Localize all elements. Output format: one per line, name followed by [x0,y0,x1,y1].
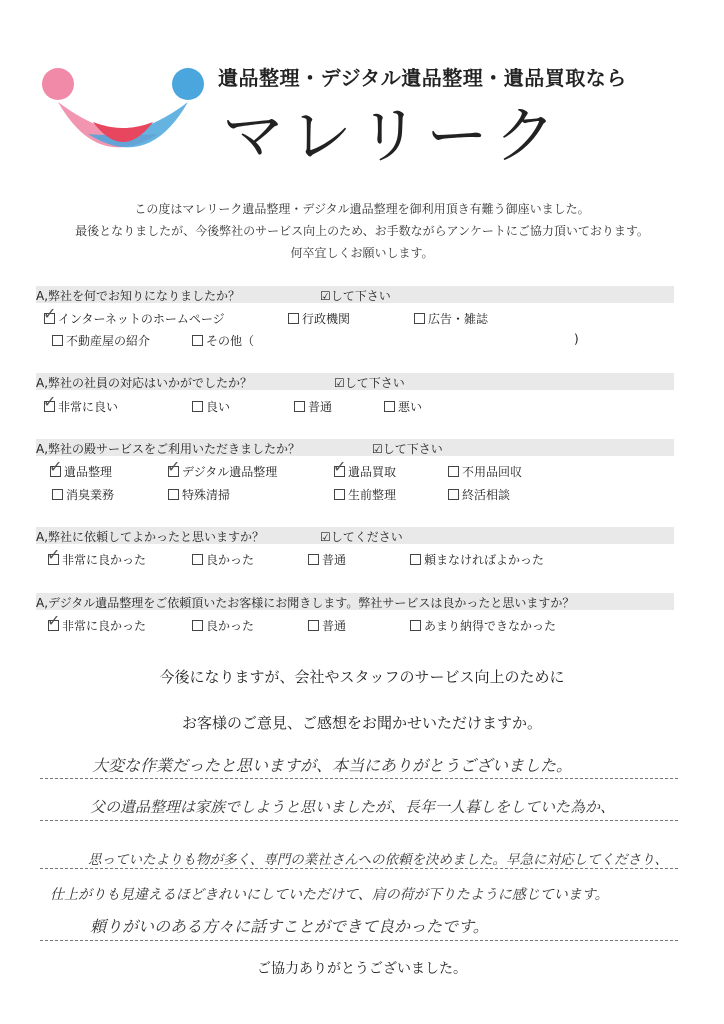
checkbox[interactable] [448,489,459,500]
feedback-line-3: 思っていたよりも物が多く、専門の業社さんへの依頼を決めました。早急に対応してくださり、 [88,852,668,868]
question-2: A,弊社の社員の対応はいかがでしたか？ [36,376,253,390]
intro-line-2: 最後となりましたが、今後弊社のサービス向上のため、お手数ながらアンケートにご協力頂いております。 [75,224,649,238]
q3-option-digital[interactable]: ✓ デジタル遺品整理 [167,457,278,479]
q5-option-bad[interactable]: あまり納得できなかった [410,617,556,634]
checkbox[interactable] [167,457,181,477]
q3-option-kaitori[interactable]: ✓ 遺品買取 [333,457,397,479]
intro-line-1: この度はマレリーク遺品整理・デジタル遺品整理を御利用頂き有難う御座いました。 [134,202,590,216]
checkbox[interactable] [288,313,299,324]
checkbox[interactable] [192,554,203,565]
check-mark-icon: ✓ [49,457,63,476]
q2-option-normal[interactable]: 普通 [294,398,332,415]
q1-option-realestate[interactable]: 不動産屋の紹介 [52,332,150,349]
feedback-prompt-1: 今後になりますが、会社やスタッフのサービス向上のために [159,668,565,686]
check-mark-icon: ✓ [43,304,57,323]
checkbox[interactable] [308,554,319,565]
feedback-line-4: 仕上がりも見違えるほどきれいにしていただけて、肩の荷が下りたように感じています。 [50,887,609,903]
logo-circle-blue [172,68,204,100]
q1-option-ad[interactable]: 広告・雑誌 [414,310,488,327]
q5-option-very-good[interactable]: ✓ 非常に良かった [47,611,147,633]
check-mark-icon: ✓ [47,545,61,564]
q1-option-gov[interactable]: 行政機関 [288,310,350,327]
tagline: 遺品整理・デジタル遺品整理・遺品買取なら [218,66,627,90]
checkbox[interactable] [448,466,459,477]
checkbox[interactable] [52,489,63,500]
checkbox[interactable] [52,335,63,346]
checkbox[interactable] [47,611,61,631]
q1-option-other-close: ) [574,332,579,346]
q3-option-ihin[interactable]: ✓ 遺品整理 [49,457,113,479]
q4-option-very-good[interactable]: ✓ 非常に良かった [47,545,147,567]
q4-option-bad[interactable]: 頼まなければよかった [410,551,544,568]
checkbox[interactable] [333,457,347,477]
question-5: A,デジタル遺品整理をご依頼頂いたお客様にお聞きします。弊社サービスは良かったと思いますか？ [36,596,575,610]
checkbox[interactable] [334,489,345,500]
checkbox[interactable] [192,620,203,631]
question-4-instruction: ☑してください [320,530,403,544]
question-2-instruction: ☑して下さい [334,376,405,390]
ruled-line-4 [40,940,678,941]
checkbox[interactable] [384,401,395,412]
feedback-line-1: 大変な作業だったと思いますが、本当にありがとうございました。 [92,756,573,775]
logo-circle-pink [42,68,74,100]
q1-option-other[interactable]: その他（ [192,332,254,349]
check-mark-icon: ✓ [333,457,347,476]
checkbox[interactable] [410,620,421,631]
feedback-line-2: 父の遺品整理は家族でしようと思いましたが、長年一人暮しをしていた為か、 [90,798,616,816]
checkbox[interactable] [192,335,203,346]
intro-line-3: 何卒宜しくお願いします。 [290,246,434,260]
ruled-line-3 [40,868,678,869]
brand-name: マレリーク [222,99,563,172]
checkbox[interactable] [43,304,57,324]
q3-option-fuyouhin[interactable]: 不用品回収 [448,463,522,480]
q4-option-good[interactable]: 良かった [192,551,254,568]
q2-option-very-good[interactable]: ✓ 非常に良い [43,392,119,414]
question-3: A,弊社の殿サービスをご利用いただきましたか？ [36,442,301,456]
checkbox[interactable] [47,545,61,565]
q1-option-internet[interactable]: ✓ インターネットのホームページ [43,304,225,326]
checkbox[interactable] [192,401,203,412]
check-mark-icon: ✓ [167,457,181,476]
q4-option-normal[interactable]: 普通 [308,551,346,568]
q3-option-shoushu[interactable]: 消臭業務 [52,486,114,503]
check-mark-icon: ✓ [47,611,61,630]
ruled-line-1 [40,778,678,779]
q3-option-tokushu[interactable]: 特殊清掃 [168,486,230,503]
thanks-text: ご協力ありがとうございました。 [257,961,467,977]
q2-option-good[interactable]: 良い [192,398,230,415]
feedback-line-5: 頼りがいのある方々に話すことができて良かったです。 [90,917,489,936]
ruled-line-2 [40,820,678,821]
question-3-instruction: ☑して下さい [372,442,443,456]
q2-option-bad[interactable]: 悪い [384,398,422,415]
q3-option-seizen[interactable]: 生前整理 [334,486,396,503]
brand-logo [38,62,208,162]
checkbox[interactable] [49,457,63,477]
checkbox[interactable] [43,392,57,412]
question-1-instruction: ☑して下さい [320,289,391,303]
checkbox[interactable] [410,554,421,565]
feedback-prompt-2: お客様のご意見、ご感想をお聞かせいただけますか。 [181,714,542,732]
checkbox[interactable] [414,313,425,324]
q5-option-normal[interactable]: 普通 [308,617,346,634]
check-mark-icon: ✓ [43,392,57,411]
checkbox[interactable] [308,620,319,631]
question-1: A,弊社を何でお知りになりましたか？ [36,289,241,303]
q5-option-good[interactable]: 良かった [192,617,254,634]
logo-smile-blue [88,102,188,147]
checkbox[interactable] [294,401,305,412]
checkbox[interactable] [168,489,179,500]
question-4: A,弊社に依頼してよかったと思いますか？ [36,530,265,544]
q3-option-shukatsu[interactable]: 終活相談 [448,486,510,503]
